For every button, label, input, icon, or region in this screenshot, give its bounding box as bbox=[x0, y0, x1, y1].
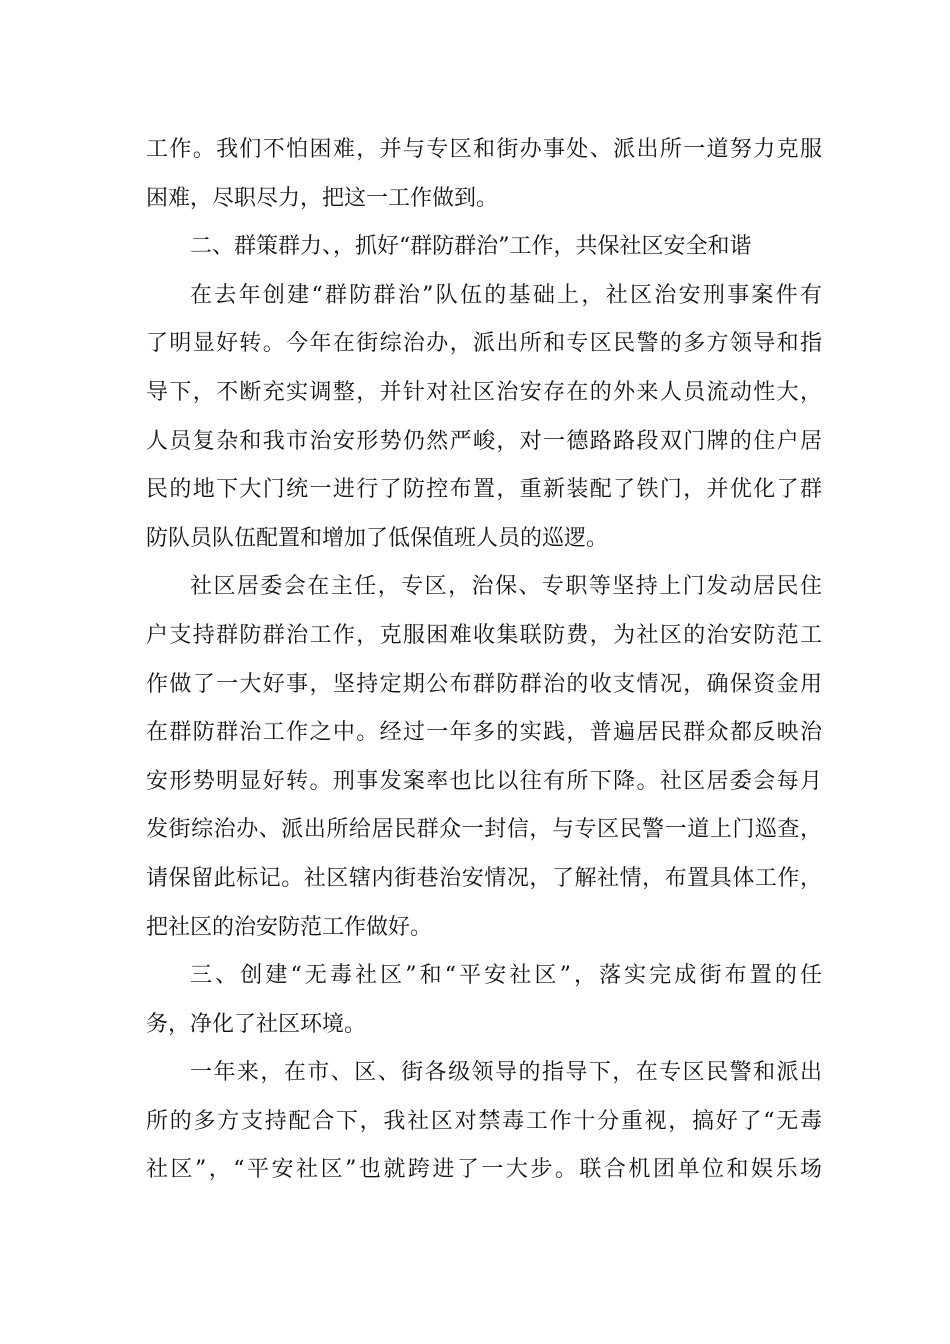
text-line: 作做了一大好事，坚持定期公布群防群治的收支情况，确保资金用 bbox=[146, 671, 822, 697]
text-line: 在去年创建“群防群治”队伍的基础上，社区治安刑事案件有 bbox=[190, 282, 822, 308]
text-line: 导下，不断充实调整，并针对社区治安存在的外来人员流动性大， bbox=[146, 379, 822, 405]
section-heading: 三、创建“无毒社区”和“平安社区”，落实完成街布置的任 bbox=[190, 963, 822, 989]
text-line: 防队员队伍配置和增加了低保值班人员的巡逻。 bbox=[146, 525, 609, 551]
text-line: 一年来，在市、区、街各级领导的指导下，在专区民警和派出 bbox=[190, 1060, 822, 1086]
text-line: 社区”，“平安社区”也就跨进了一大步。联合机团单位和娱乐场 bbox=[146, 1157, 822, 1183]
text-line: 请保留此标记。社区辖内街巷治安情况，了解社情，布置具体工作， bbox=[146, 865, 822, 891]
text-line: 困难，尽职尽力，把这一工作做到。 bbox=[146, 185, 499, 211]
document-body bbox=[146, 126, 822, 1195]
text-line: 所的多方支持配合下，我社区对禁毒工作十分重视，搞好了“无毒 bbox=[146, 1108, 822, 1134]
text-line: 发街综治办、派出所给居民群众一封信，与专区民警一道上门巡查， bbox=[146, 817, 822, 843]
section-heading: 二、群策群力、，抓好“群防群治”工作，共保社区安全和谐 bbox=[190, 234, 752, 260]
text-line: 人员复杂和我市治安形势仍然严峻，对一德路路段双门牌的住户居 bbox=[146, 428, 822, 454]
section-heading: 务，净化了社区环境。 bbox=[146, 1011, 367, 1037]
text-line: 把社区的治安防范工作做好。 bbox=[146, 914, 433, 940]
text-line: 安形势明显好转。刑事发案率也比以往有所下降。社区居委会每月 bbox=[146, 768, 822, 794]
text-line: 户支持群防群治工作，克服困难收集联防费，为社区的治安防范工 bbox=[146, 622, 822, 648]
text-line: 工作。我们不怕困难，并与专区和街办事处、派出所一道努力克服 bbox=[146, 137, 822, 162]
text-line: 了明显好转。今年在街综治办，派出所和专区民警的多方领导和指 bbox=[146, 331, 822, 357]
text-line: 在群防群治工作之中。经过一年多的实践，普遍居民群众都反映治 bbox=[146, 720, 822, 746]
text-line: 民的地下大门统一进行了防控布置，重新装配了铁门，并优化了群 bbox=[146, 477, 822, 503]
text-line: 社区居委会在主任，专区，治保、专职等坚持上门发动居民住 bbox=[190, 574, 822, 600]
